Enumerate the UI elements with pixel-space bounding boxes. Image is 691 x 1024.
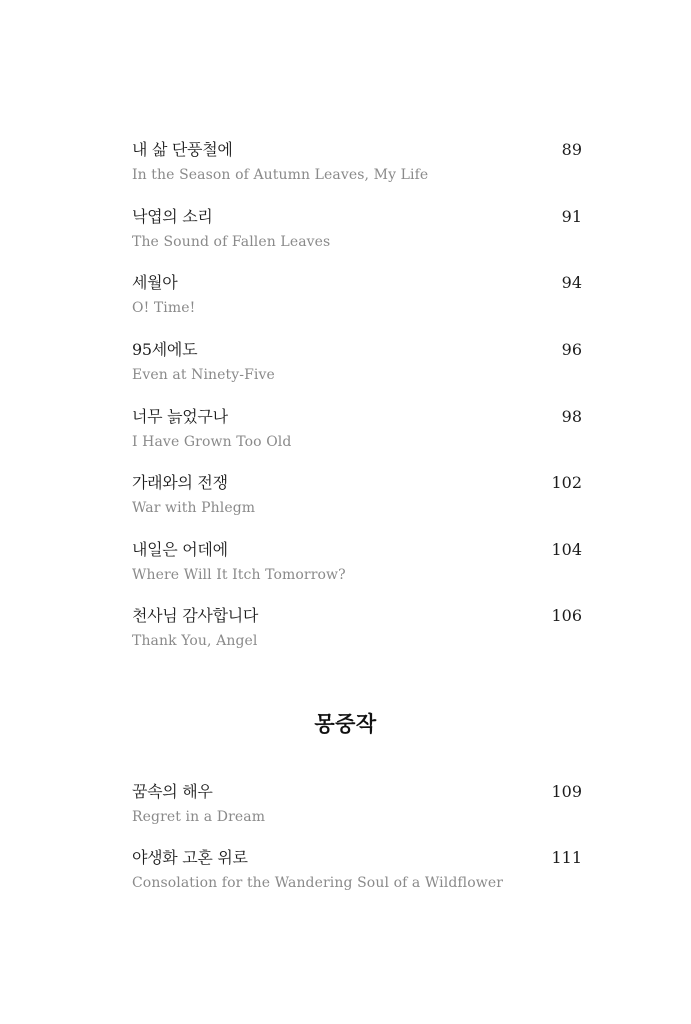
toc-entry[interactable] [132,782,582,834]
toc-entry[interactable] [132,340,582,392]
entry-page-number: 98 [561,407,582,426]
entry-title-korean: 너무 늙었구나 [132,407,228,426]
entry-title-english: O! Time! [132,300,196,316]
entry-page-number: 102 [551,473,582,492]
section-title: 몽중작 [314,711,377,736]
entry-title-english: War with Phlegm [132,500,256,516]
entry-title-korean: 천사님 감사합니다 [132,606,259,625]
toc-entry[interactable] [132,273,582,325]
entry-page-number: 94 [561,273,582,292]
entry-title-english: I Have Grown Too Old [132,434,292,450]
entry-title-korean: 꿈속의 해우 [132,782,213,801]
entry-title-english: Consolation for the Wandering Soul of a Wildflower [132,875,504,891]
toc-entry[interactable] [132,848,582,900]
entry-page-number: 109 [551,782,582,801]
entry-title-korean: 95세에도 [132,340,198,359]
entry-title-english: Thank You, Angel [132,633,258,649]
entry-page-number: 111 [551,848,582,867]
entry-title-english: In the Season of Autumn Leaves, My Life [132,167,429,183]
toc-entry[interactable] [132,207,582,259]
entry-page-number: 106 [551,606,582,625]
toc-entry[interactable] [132,473,582,525]
entry-page-number: 91 [561,207,582,226]
entry-page-number: 104 [551,540,582,559]
entry-title-english: Where Will It Itch Tomorrow? [132,567,346,583]
toc-entry[interactable] [132,606,582,658]
entry-title-english: Even at Ninety-Five [132,367,275,383]
entry-page-number: 89 [561,140,582,159]
entry-title-korean: 가래와의 전쟁 [132,473,228,492]
entry-title-korean: 내일은 어데에 [132,540,228,559]
entry-title-english: Regret in a Dream [132,809,266,825]
toc-entry[interactable] [132,140,582,192]
entry-page-number: 96 [561,340,582,359]
entry-title-korean: 낙엽의 소리 [132,207,213,226]
toc-entry[interactable] [132,540,582,592]
entry-title-korean: 세월아 [132,273,178,292]
entry-title-korean: 내 삶 단풍철에 [132,140,233,159]
toc-entry[interactable] [132,407,582,459]
entry-title-korean: 야생화 고혼 위로 [132,848,248,867]
entry-title-english: The Sound of Fallen Leaves [132,234,331,250]
